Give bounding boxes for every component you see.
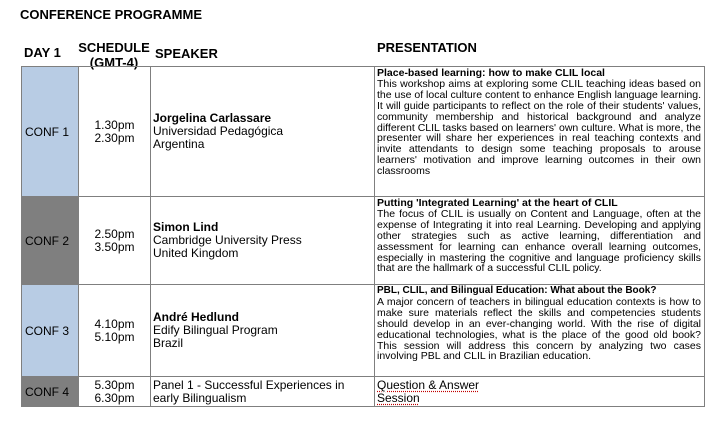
panel-title: Panel 1 - Successful Experiences in [153,377,345,392]
speaker-organization: Edify Bilingual Program [153,323,278,337]
speaker-cell [151,285,375,377]
speaker-country: Argentina [153,137,205,151]
start-time: 5.30pm [94,377,135,392]
conf-4-cell: CONF 4 [22,377,79,407]
start-time: 2.50pm [94,226,135,241]
start-time: 1.30pm [94,117,135,132]
qa-session-label: Session [377,390,420,405]
header-schedule-timezone: (GMT-4) [89,55,139,70]
start-time: 4.10pm [94,316,135,331]
presentation-title: PBL, CLIL, and Bilingual Education: What about the Book? [377,285,657,296]
presentation-body: The focus of CLIL is usually on Content and Language, often at the expense of Integrating it into real Learning. Developing and applying other strategies such as active learning, differentiation and assessment for learning can enhance overall learning outcomes, especially in mastering the cognitive and language proficiency skills that are the hallmark of a successful CLIL policy. [377,207,701,275]
conf-3-cell: CONF 3 [22,285,79,377]
speaker-cell [151,197,375,285]
end-time: 2.30pm [94,130,135,145]
table-row [22,377,705,407]
schedule-cell [79,197,151,285]
panel-subtitle: early Bilingualism [153,390,247,405]
speaker-organization: Cambridge University Press [153,233,302,247]
end-time: 3.50pm [94,239,135,254]
speaker-country: Brazil [153,336,184,350]
speaker-name: Simon Lind [153,220,219,234]
header-schedule-label: SCHEDULE [78,40,150,55]
speaker-country: United Kingdom [153,246,239,260]
schedule-cell [79,67,151,197]
presentation-cell [375,197,705,285]
presentation-cell [375,377,705,407]
schedule-cell [79,377,151,407]
programme-table [21,66,705,407]
header-presentation: PRESENTATION [377,40,477,55]
speaker-organization: Universidad Pedagógica [153,124,284,138]
header-speaker: SPEAKER [155,46,218,61]
schedule-cell [79,285,151,377]
speaker-name: Jorgelina Carlassare [153,111,272,125]
table-row [22,285,705,377]
presentation-cell [375,285,705,377]
presentation-title: Putting 'Integrated Learning' at the heart of CLIL [377,197,618,209]
presentation-body: This workshop aims at exploring some CLIL teaching ideas based on the use of local culture content to enhance English language learning. It will guide participants to reflect on the role of their students' values, community membership and historical background and analyze different CLIL tasks based on learners' own culture. What is more, the presenter will share her experiences in real teaching contexts and invite attendants to design some teaching proposals to arouse learners' motivation and improve learning outcomes in their own classrooms [377,77,701,178]
speaker-name: André Hedlund [153,310,239,324]
panel-cell [151,377,375,407]
presentation-body: A major concern of teachers in bilingual education contexts is how to make sure materials reflect the skills and competencies students should develop in an ever-changing world. With the rise of digital educational technologies, what is the place of the good old book? This session will address this concern by analyzing two cases involving PBL and CLIL in Brazilian education. [377,295,701,363]
qa-label: Question & Answer [377,377,480,392]
presentation-cell [375,67,705,197]
table-row [22,197,705,285]
end-time: 6.30pm [94,390,135,405]
header-day: DAY 1 [24,45,61,60]
presentation-title: Place-based learning: how to make CLIL local [377,67,605,79]
page-title: CONFERENCE PROGRAMME [20,7,203,22]
speaker-cell [151,67,375,197]
conf-1-cell: CONF 1 [22,67,79,197]
conf-2-cell: CONF 2 [22,197,79,285]
end-time: 5.10pm [94,329,135,344]
table-row [22,67,705,197]
